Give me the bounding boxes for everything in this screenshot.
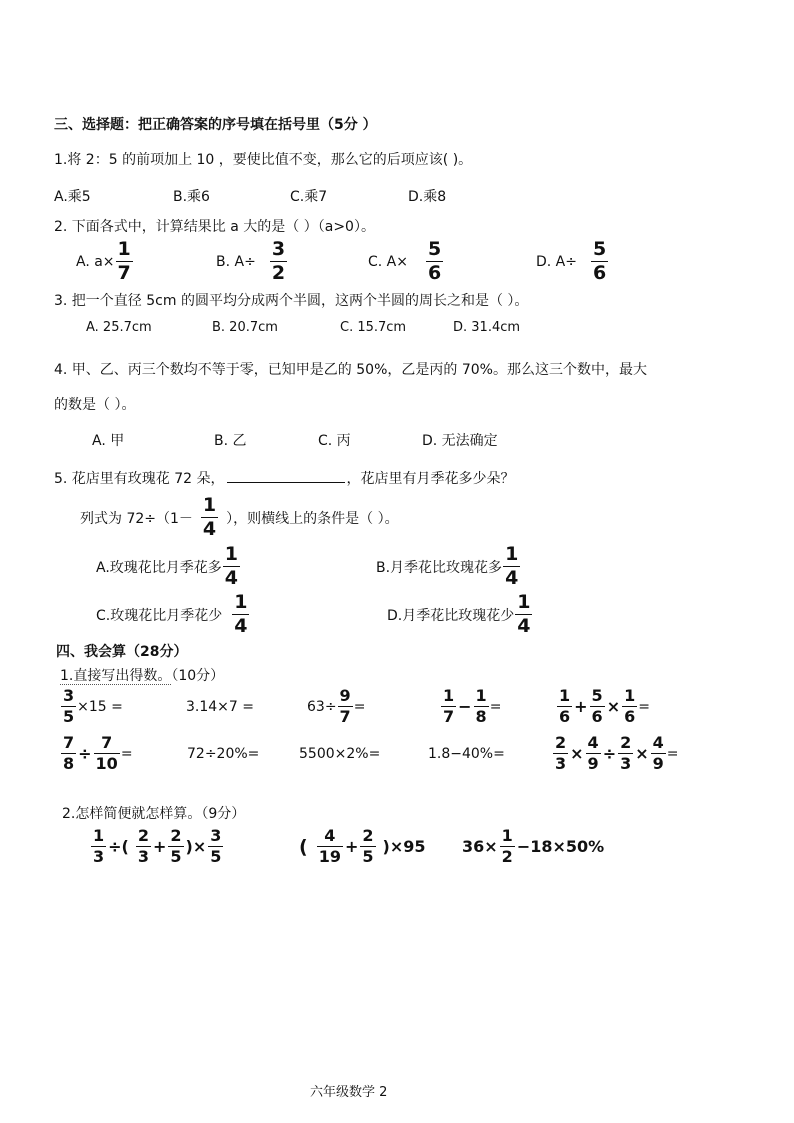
- q5-stem: [54, 468, 515, 488]
- fraction: [590, 688, 605, 725]
- numerator: 2: [137, 826, 149, 845]
- numerator: 2: [362, 826, 374, 845]
- section4-title: 四、我会算（28分）: [56, 644, 188, 660]
- operator: −: [458, 697, 472, 716]
- fraction: [553, 735, 568, 772]
- numerator: 1: [234, 591, 248, 613]
- denominator: 5: [362, 847, 374, 866]
- numerator: 1: [475, 686, 487, 705]
- option-text: A.玫瑰花比月季花多: [96, 559, 222, 576]
- fraction: [208, 828, 223, 865]
- q2-option-b[interactable]: [216, 240, 288, 283]
- fraction: [116, 240, 133, 283]
- denominator: 6: [559, 707, 571, 726]
- fraction: [223, 545, 240, 588]
- expression-rest: ×15 =: [77, 698, 123, 715]
- operator: ÷: [78, 744, 92, 763]
- fraction: [61, 735, 76, 772]
- q4-option-b[interactable]: B. 乙: [214, 433, 247, 449]
- operator: ×: [570, 744, 584, 763]
- numerator: 5: [593, 238, 607, 260]
- q2-option-c[interactable]: [368, 240, 444, 283]
- operator: ÷(: [108, 837, 129, 856]
- option-prefix: B. A÷: [216, 253, 256, 270]
- numerator: 1: [505, 543, 519, 565]
- q3-option-a[interactable]: A. 25.7cm: [86, 320, 152, 335]
- q4-stem-line1: 4. 甲、乙、丙三个数均不等于零，已知甲是乙的 50%，乙是丙的 70%。那么这三个数中，最大: [54, 362, 647, 378]
- operator: ÷: [602, 744, 617, 763]
- fraction: [474, 688, 489, 725]
- q5-answer-blank[interactable]: [227, 470, 345, 483]
- denominator: 4: [517, 615, 531, 637]
- denominator: 2: [501, 847, 513, 866]
- part1-score: （10分）: [171, 668, 225, 684]
- denominator: 3: [620, 754, 632, 773]
- q5-option-a[interactable]: [96, 545, 241, 588]
- calc-2-1: [60, 735, 133, 772]
- calc-1-1: [60, 688, 123, 725]
- calc-2-3: 5500×2%=: [299, 746, 381, 762]
- numerator: 7: [101, 733, 113, 752]
- calc-1-5: [556, 688, 650, 725]
- denominator: 9: [587, 754, 599, 773]
- q3-option-c[interactable]: C. 15.7cm: [340, 320, 407, 335]
- q2-option-d[interactable]: [536, 240, 609, 283]
- denominator: 8: [475, 707, 487, 726]
- denominator: 8: [63, 754, 75, 773]
- numerator: 1: [117, 238, 131, 260]
- denominator: 4: [202, 518, 217, 540]
- option-prefix: A. a×: [76, 253, 115, 270]
- expression-rest: =: [489, 698, 502, 715]
- expression-pre: 63÷: [307, 698, 337, 715]
- denominator: 6: [591, 707, 603, 726]
- denominator: 4: [234, 615, 248, 637]
- q1-stem: 1.将 2：5 的前项加上 10 ，要使比值不变，那么它的后项应该( )。: [54, 152, 473, 168]
- numerator: 1: [443, 686, 455, 705]
- numerator: 5: [427, 238, 442, 260]
- q2-option-a[interactable]: [76, 240, 134, 283]
- q4-option-c[interactable]: C. 丙: [318, 433, 351, 449]
- fraction: [591, 240, 608, 283]
- calc-1-4: [440, 688, 501, 725]
- denominator: 5: [170, 847, 182, 866]
- q5-option-c[interactable]: [96, 593, 250, 636]
- expression-rest: =: [120, 745, 133, 762]
- denominator: 5: [210, 847, 222, 866]
- option-text: D.月季花比玫瑰花少: [387, 607, 515, 624]
- q5-formula: [80, 496, 399, 539]
- denominator: 7: [443, 707, 455, 726]
- part1-title-text: 1.直接写出得数。: [60, 668, 172, 684]
- numerator: 1: [517, 591, 531, 613]
- open-paren: (: [299, 835, 308, 858]
- expression-rest: =: [638, 698, 650, 715]
- denominator: 6: [593, 262, 607, 284]
- fraction: [136, 828, 151, 865]
- q5-option-b[interactable]: [376, 545, 521, 588]
- fraction: [338, 688, 353, 725]
- denominator: 4: [505, 567, 519, 589]
- q5-option-d[interactable]: [387, 593, 533, 636]
- numerator: 3: [63, 686, 75, 705]
- simplify-2: [298, 828, 426, 865]
- numerator: 1: [202, 494, 217, 516]
- page-footer: 六年级数学 2: [310, 1085, 388, 1100]
- numerator: 3: [210, 826, 222, 845]
- fraction: [618, 735, 633, 772]
- expression-rest: =: [666, 745, 679, 762]
- formula-end: ），则横线上的条件是（ ）。: [226, 510, 399, 527]
- q4-stem-line2: 的数是（ ）。: [54, 397, 136, 413]
- denominator: 5: [63, 707, 75, 726]
- fraction: [91, 828, 106, 865]
- numerator: 1: [93, 826, 105, 845]
- q4-option-a[interactable]: A. 甲: [92, 433, 125, 449]
- q5-stem-start: 5. 花店里有玫瑰花 72 朵，: [54, 471, 225, 487]
- option-text: C.玫瑰花比月季花少: [96, 607, 223, 624]
- fraction: [500, 828, 515, 865]
- formula-start: 列式为 72÷（1－: [80, 510, 193, 527]
- denominator: 6: [427, 262, 442, 284]
- denominator: 7: [117, 262, 131, 284]
- denominator: 10: [95, 754, 118, 773]
- calc-2-5: [552, 735, 679, 772]
- denominator: 6: [624, 707, 636, 726]
- numerator: 2: [555, 733, 567, 752]
- denominator: 4: [224, 567, 239, 589]
- q3-option-d[interactable]: D. 31.4cm: [453, 320, 521, 335]
- numerator: 4: [587, 733, 599, 752]
- operator: +: [344, 837, 359, 856]
- q1-option-c[interactable]: C.乘7: [290, 189, 328, 205]
- calc-1-2: 3.14×7 =: [186, 699, 254, 715]
- fraction: [317, 828, 343, 865]
- fraction: [651, 735, 666, 772]
- numerator: 9: [339, 686, 351, 705]
- fraction: [168, 828, 183, 865]
- fraction: [61, 688, 76, 725]
- numerator: 1: [559, 686, 571, 705]
- denominator: 3: [137, 847, 149, 866]
- operator: ×: [606, 697, 621, 716]
- calc-2-4: 1.8−40%=: [428, 746, 505, 762]
- part2-title: 2.怎样简便就怎样算。（9分）: [62, 806, 246, 822]
- expression-rest: =: [353, 698, 366, 715]
- fraction: [232, 593, 249, 636]
- operator: )×: [185, 837, 207, 856]
- denominator: 7: [339, 707, 351, 726]
- fraction: [586, 735, 601, 772]
- operator: ×: [635, 744, 649, 763]
- denominator: 3: [93, 847, 105, 866]
- fraction: [426, 240, 443, 283]
- q3-stem: 3. 把一个直径 5cm 的圆平均分成两个半圆，这两个半圆的周长之和是（ ）。: [54, 293, 529, 309]
- fraction: [441, 688, 456, 725]
- option-prefix: D. A÷: [536, 253, 577, 270]
- calc-2-2: 72÷20%=: [187, 746, 260, 762]
- q1-option-a[interactable]: A.乘5: [54, 189, 91, 205]
- denominator: 3: [555, 754, 567, 773]
- fraction: [270, 240, 287, 283]
- section3-title: 三、选择题：把正确答案的序号填在括号里（5分 ）: [54, 117, 377, 133]
- q4-option-d[interactable]: D. 无法确定: [422, 433, 498, 449]
- denominator: 2: [271, 262, 286, 284]
- numerator: 1: [624, 686, 636, 705]
- expression-rest: )×95: [382, 837, 426, 856]
- fraction: [94, 735, 120, 772]
- q1-option-d[interactable]: D.乘8: [408, 189, 447, 205]
- numerator: 1: [501, 826, 513, 845]
- operator: +: [574, 697, 588, 716]
- q3-option-b[interactable]: B. 20.7cm: [212, 320, 278, 335]
- option-prefix: C. A×: [368, 253, 408, 270]
- q2-stem: 2. 下面各式中，计算结果比 a 大的是（ ）（a>0）。: [54, 219, 375, 235]
- fraction: [515, 593, 532, 636]
- q5-stem-end: ，花店里有月季花多少朵？: [346, 471, 515, 487]
- numerator: 5: [591, 686, 603, 705]
- fraction: [360, 828, 375, 865]
- denominator: 9: [652, 754, 664, 773]
- q1-option-b[interactable]: B.乘6: [173, 189, 210, 205]
- numerator: 4: [324, 826, 336, 845]
- calc-1-3: [307, 688, 365, 725]
- fraction: [201, 496, 218, 539]
- denominator: 19: [318, 847, 341, 866]
- simplify-1: [90, 828, 224, 865]
- numerator: 1: [224, 543, 239, 565]
- numerator: 7: [63, 733, 75, 752]
- fraction: [557, 688, 572, 725]
- numerator: 2: [620, 733, 632, 752]
- part1-title: [60, 665, 224, 685]
- fraction: [503, 545, 520, 588]
- option-text: B.月季花比玫瑰花多: [376, 559, 503, 576]
- numerator: 3: [271, 238, 286, 260]
- simplify-3: [461, 828, 605, 865]
- operator: +: [153, 837, 167, 856]
- numerator: 4: [652, 733, 664, 752]
- expression-pre: 36×: [462, 837, 498, 856]
- expression-rest: −18×50%: [516, 837, 605, 856]
- fraction: [622, 688, 637, 725]
- numerator: 2: [170, 826, 182, 845]
